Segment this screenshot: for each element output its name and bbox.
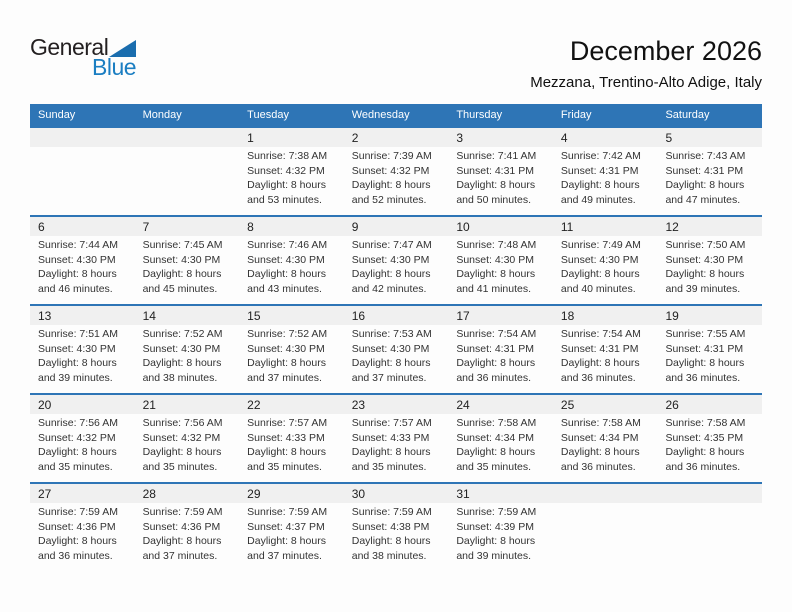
day-detail-line: Sunrise: 7:51 AM <box>38 328 118 340</box>
day-detail-line: Sunset: 4:30 PM <box>560 253 639 266</box>
day-cell-details <box>30 503 135 563</box>
day-detail-line: Daylight: 8 hours <box>560 268 640 280</box>
day-cell-details <box>135 503 240 563</box>
day-detail-line: Daylight: 8 hours <box>456 446 536 458</box>
day-detail-line: and 47 minutes. <box>665 193 741 206</box>
day-cell-details <box>553 236 658 296</box>
day-number: 26 <box>665 398 679 412</box>
day-detail-line: Sunrise: 7:59 AM <box>456 506 537 518</box>
day-number: 31 <box>456 487 470 501</box>
day-number: 15 <box>247 309 261 323</box>
day-detail-line: and 41 minutes. <box>456 282 532 295</box>
day-detail-line: Daylight: 8 hours <box>456 268 536 280</box>
day-detail-line: and 46 minutes. <box>38 282 113 295</box>
day-detail-line: Sunset: 4:31 PM <box>456 164 534 177</box>
logo-text-blue: Blue <box>92 54 137 80</box>
day-cell-details <box>448 236 553 296</box>
day-number: 5 <box>665 131 673 145</box>
day-number: 10 <box>456 220 470 234</box>
day-number-band <box>30 484 762 503</box>
day-cell-details <box>239 414 344 474</box>
day-detail-line: Daylight: 8 hours <box>560 357 640 369</box>
day-number-band <box>30 128 762 147</box>
day-detail-line: Sunrise: 7:48 AM <box>456 239 537 251</box>
page-header <box>30 30 762 102</box>
day-details-row <box>30 503 762 563</box>
day-detail-line: Daylight: 8 hours <box>247 268 326 280</box>
day-detail-line: Sunrise: 7:59 AM <box>38 506 118 518</box>
day-detail-line: Sunset: 4:34 PM <box>456 431 534 444</box>
day-number: 13 <box>38 309 52 323</box>
day-detail-line: Daylight: 8 hours <box>665 179 745 191</box>
day-detail-line: Sunset: 4:30 PM <box>665 253 744 266</box>
day-number: 20 <box>38 398 52 412</box>
day-number: 17 <box>456 309 470 323</box>
day-number: 12 <box>665 220 679 234</box>
weekday-monday: Monday <box>142 109 182 121</box>
day-detail-line: and 35 minutes. <box>142 460 218 473</box>
day-cell-details <box>448 414 553 474</box>
empty-day-number <box>553 484 658 503</box>
day-detail-line: Sunset: 4:30 PM <box>351 253 430 266</box>
day-detail-line: Sunrise: 7:59 AM <box>142 506 223 518</box>
page-subtitle: Mezzana, Trentino-Alto Adige, Italy <box>530 74 762 91</box>
day-detail-line: Sunrise: 7:57 AM <box>351 417 432 429</box>
day-detail-line: Sunrise: 7:56 AM <box>142 417 223 429</box>
day-detail-line: Daylight: 8 hours <box>560 446 640 458</box>
day-detail-line: and 38 minutes. <box>351 549 427 562</box>
day-detail-line: Daylight: 8 hours <box>38 535 117 547</box>
day-detail-line: and 37 minutes. <box>351 371 427 384</box>
day-number: 21 <box>142 398 156 412</box>
day-detail-line: and 39 minutes. <box>38 371 113 384</box>
day-detail-line: Sunset: 4:32 PM <box>351 164 430 177</box>
day-number: 25 <box>560 398 575 412</box>
day-detail-line: and 53 minutes. <box>247 193 322 206</box>
calendar <box>30 104 762 571</box>
day-detail-line: Sunset: 4:32 PM <box>247 164 325 177</box>
day-detail-line: Sunrise: 7:45 AM <box>142 239 223 251</box>
day-cell-details <box>344 503 449 563</box>
day-number: 29 <box>247 487 261 501</box>
day-details-row <box>30 236 762 296</box>
day-detail-line: Sunrise: 7:59 AM <box>247 506 328 518</box>
day-detail-line: and 35 minutes. <box>38 460 113 473</box>
day-detail-line: Daylight: 8 hours <box>247 357 326 369</box>
empty-day-number <box>657 484 762 503</box>
day-cell-details <box>30 325 135 385</box>
weekday-thursday: Thursday <box>456 109 503 121</box>
day-detail-line: Daylight: 8 hours <box>351 535 431 547</box>
weekday-tuesday: Tuesday <box>247 109 289 121</box>
day-cell-details <box>448 503 553 563</box>
day-number: 7 <box>142 220 150 234</box>
day-detail-line: Daylight: 8 hours <box>38 268 117 280</box>
day-detail-line: Sunrise: 7:58 AM <box>665 417 746 429</box>
general-blue-logo <box>30 30 136 79</box>
day-detail-line: Sunset: 4:30 PM <box>456 253 534 266</box>
day-number: 24 <box>456 398 470 412</box>
day-detail-line: Sunset: 4:30 PM <box>142 342 221 355</box>
day-detail-line: and 49 minutes. <box>560 193 636 206</box>
day-cell-details <box>239 503 344 563</box>
day-detail-line: Daylight: 8 hours <box>142 268 222 280</box>
day-detail-line: Sunrise: 7:54 AM <box>456 328 537 340</box>
week-row <box>30 215 762 304</box>
day-detail-line: Sunset: 4:36 PM <box>142 520 221 533</box>
day-detail-line: Sunrise: 7:52 AM <box>142 328 223 340</box>
week-row <box>30 304 762 393</box>
day-detail-line: Daylight: 8 hours <box>351 268 431 280</box>
day-details-row <box>30 414 762 474</box>
day-cell-details <box>344 236 449 296</box>
day-number-band <box>30 217 762 236</box>
day-detail-line: Sunset: 4:30 PM <box>38 253 116 266</box>
day-detail-line: Daylight: 8 hours <box>665 357 745 369</box>
empty-day-cell <box>553 503 658 563</box>
day-cell-details <box>553 147 658 207</box>
day-number: 2 <box>351 131 359 145</box>
day-number: 30 <box>351 487 366 501</box>
day-detail-line: Daylight: 8 hours <box>351 357 431 369</box>
day-details-row <box>30 147 762 207</box>
day-detail-line: and 35 minutes. <box>247 460 322 473</box>
empty-day-number <box>135 128 240 147</box>
day-detail-line: Daylight: 8 hours <box>560 179 640 191</box>
day-detail-line: and 36 minutes. <box>38 549 113 562</box>
day-detail-line: Sunset: 4:38 PM <box>351 520 430 533</box>
day-detail-line: Sunrise: 7:47 AM <box>351 239 432 251</box>
day-detail-line: Daylight: 8 hours <box>247 446 326 458</box>
day-cell-details <box>135 236 240 296</box>
day-detail-line: Sunrise: 7:58 AM <box>456 417 537 429</box>
day-detail-line: and 45 minutes. <box>142 282 218 295</box>
day-detail-line: Sunrise: 7:55 AM <box>665 328 746 340</box>
day-detail-line: Sunrise: 7:44 AM <box>38 239 118 251</box>
day-number: 22 <box>247 398 261 412</box>
day-detail-line: Sunset: 4:30 PM <box>351 342 430 355</box>
day-number: 19 <box>665 309 679 323</box>
day-detail-line: Daylight: 8 hours <box>456 179 536 191</box>
day-detail-line: Daylight: 8 hours <box>456 357 536 369</box>
day-number: 27 <box>38 487 52 501</box>
day-detail-line: Daylight: 8 hours <box>247 535 326 547</box>
day-detail-line: and 39 minutes. <box>665 282 741 295</box>
day-detail-line: Sunset: 4:31 PM <box>665 342 744 355</box>
weekday-sunday: Sunday <box>38 109 76 121</box>
day-cell-details <box>553 325 658 385</box>
weekday-wednesday: Wednesday <box>351 109 410 121</box>
day-detail-line: and 39 minutes. <box>456 549 532 562</box>
day-cell-details <box>239 325 344 385</box>
day-detail-line: Daylight: 8 hours <box>247 179 326 191</box>
day-detail-line: Sunrise: 7:46 AM <box>247 239 328 251</box>
day-detail-line: Sunset: 4:37 PM <box>247 520 325 533</box>
day-detail-line: and 35 minutes. <box>456 460 532 473</box>
day-detail-line: Sunrise: 7:39 AM <box>351 150 432 162</box>
day-cell-details <box>448 147 553 207</box>
day-detail-line: Daylight: 8 hours <box>665 446 745 458</box>
day-detail-line: Sunset: 4:31 PM <box>560 164 639 177</box>
day-cell-details <box>135 325 240 385</box>
day-detail-line: and 40 minutes. <box>560 282 636 295</box>
day-detail-line: and 36 minutes. <box>665 371 741 384</box>
logo-text-general: General <box>30 34 109 60</box>
day-number: 6 <box>38 220 45 234</box>
day-detail-line: Sunset: 4:34 PM <box>560 431 639 444</box>
day-cell-details <box>657 147 762 207</box>
week-row <box>30 482 762 571</box>
day-detail-line: Sunrise: 7:42 AM <box>560 150 641 162</box>
day-cell-details <box>657 414 762 474</box>
day-cell-details <box>135 414 240 474</box>
day-detail-line: Sunrise: 7:58 AM <box>560 417 641 429</box>
day-detail-line: Daylight: 8 hours <box>351 179 431 191</box>
day-detail-line: Sunrise: 7:50 AM <box>665 239 746 251</box>
day-detail-line: Daylight: 8 hours <box>142 446 222 458</box>
day-detail-line: and 43 minutes. <box>247 282 322 295</box>
day-detail-line: Sunrise: 7:49 AM <box>560 239 641 251</box>
empty-day-cell <box>657 503 762 563</box>
day-detail-line: Sunset: 4:30 PM <box>38 342 116 355</box>
day-detail-line: Sunrise: 7:53 AM <box>351 328 432 340</box>
day-detail-line: Sunset: 4:32 PM <box>38 431 116 444</box>
day-detail-line: and 36 minutes. <box>665 460 741 473</box>
day-detail-line: Sunset: 4:36 PM <box>38 520 116 533</box>
day-detail-line: Sunset: 4:31 PM <box>560 342 639 355</box>
day-detail-line: Sunrise: 7:56 AM <box>38 417 118 429</box>
empty-day-number <box>30 128 135 147</box>
day-cell-details <box>553 414 658 474</box>
day-detail-line: Daylight: 8 hours <box>142 357 222 369</box>
day-detail-line: Sunset: 4:33 PM <box>247 431 325 444</box>
day-details-row <box>30 325 762 385</box>
day-cell-details <box>448 325 553 385</box>
day-number: 3 <box>456 131 463 145</box>
day-cell-details <box>239 147 344 207</box>
day-detail-line: and 35 minutes. <box>351 460 427 473</box>
day-detail-line: Daylight: 8 hours <box>38 357 117 369</box>
day-cell-details <box>657 236 762 296</box>
day-number-band <box>30 395 762 414</box>
day-detail-line: Daylight: 8 hours <box>351 446 431 458</box>
weekday-friday: Friday <box>560 109 592 121</box>
day-detail-line: Sunset: 4:31 PM <box>456 342 534 355</box>
day-detail-line: Sunset: 4:39 PM <box>456 520 534 533</box>
day-cell-details <box>30 236 135 296</box>
day-number: 4 <box>560 131 568 145</box>
day-detail-line: Sunrise: 7:43 AM <box>665 150 746 162</box>
week-row <box>30 393 762 482</box>
day-detail-line: Sunrise: 7:38 AM <box>247 150 328 162</box>
day-detail-line: Sunset: 4:30 PM <box>142 253 221 266</box>
day-detail-line: Sunset: 4:30 PM <box>247 342 325 355</box>
day-number: 8 <box>247 220 254 234</box>
day-detail-line: and 50 minutes. <box>456 193 532 206</box>
day-detail-line: Sunset: 4:35 PM <box>665 431 744 444</box>
day-cell-details <box>344 414 449 474</box>
empty-day-cell <box>30 147 135 207</box>
day-detail-line: Sunrise: 7:57 AM <box>247 417 328 429</box>
day-detail-line: and 37 minutes. <box>247 371 322 384</box>
day-detail-line: Daylight: 8 hours <box>456 535 536 547</box>
day-detail-line: and 37 minutes. <box>247 549 322 562</box>
day-number: 16 <box>351 309 366 323</box>
day-number: 1 <box>247 131 254 145</box>
weekday-saturday: Saturday <box>665 109 710 121</box>
day-number-band <box>30 306 762 325</box>
day-detail-line: Sunrise: 7:52 AM <box>247 328 328 340</box>
day-number: 9 <box>351 220 359 234</box>
day-detail-line: and 37 minutes. <box>142 549 218 562</box>
day-number: 23 <box>351 398 366 412</box>
day-number: 14 <box>142 309 156 323</box>
day-number: 28 <box>142 487 156 501</box>
day-detail-line: Daylight: 8 hours <box>142 535 222 547</box>
day-detail-line: and 38 minutes. <box>142 371 218 384</box>
day-number: 11 <box>560 220 574 234</box>
day-cell-details <box>239 236 344 296</box>
empty-day-cell <box>135 147 240 207</box>
day-detail-line: Daylight: 8 hours <box>38 446 117 458</box>
day-cell-details <box>344 325 449 385</box>
day-detail-line: Sunrise: 7:41 AM <box>456 150 537 162</box>
day-detail-line: Sunrise: 7:54 AM <box>560 328 641 340</box>
page-title: December 2026 <box>569 36 762 66</box>
day-detail-line: and 36 minutes. <box>560 371 636 384</box>
day-detail-line: Sunset: 4:33 PM <box>351 431 430 444</box>
day-detail-line: Daylight: 8 hours <box>665 268 745 280</box>
week-row <box>30 126 762 215</box>
weekday-header-row <box>30 104 762 126</box>
day-detail-line: and 42 minutes. <box>351 282 427 295</box>
day-detail-line: Sunset: 4:30 PM <box>247 253 325 266</box>
day-detail-line: Sunset: 4:31 PM <box>665 164 744 177</box>
day-cell-details <box>657 325 762 385</box>
calendar-grid <box>30 126 762 571</box>
day-detail-line: Sunrise: 7:59 AM <box>351 506 432 518</box>
day-cell-details <box>344 147 449 207</box>
day-cell-details <box>30 414 135 474</box>
day-detail-line: and 52 minutes. <box>351 193 427 206</box>
day-detail-line: and 36 minutes. <box>560 460 636 473</box>
day-detail-line: and 36 minutes. <box>456 371 532 384</box>
day-detail-line: Sunset: 4:32 PM <box>142 431 221 444</box>
day-number: 18 <box>560 309 575 323</box>
